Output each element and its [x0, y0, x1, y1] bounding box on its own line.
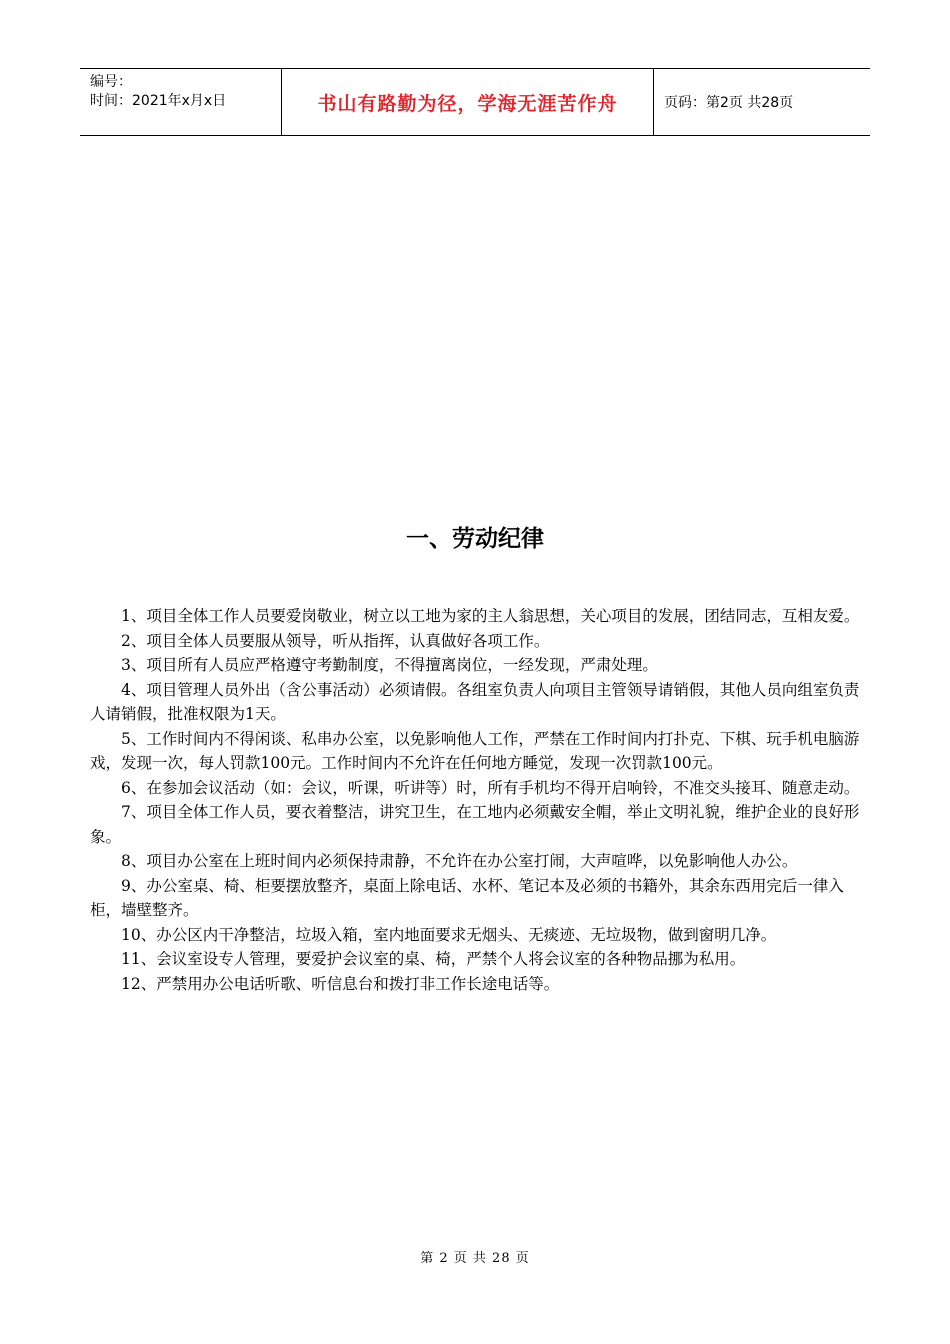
rules-body — [90, 604, 862, 996]
rule-paragraph: 1、项目全体工作人员要爱岗敬业，树立以工地为家的主人翁思想，关心项目的发展，团结同志，互相友爱。 — [121, 607, 860, 625]
header-page-info: 页码：第2页 共28页 — [664, 95, 794, 111]
rule-paragraph: 3、项目所有人员应严格遵守考勤制度，不得擅离岗位，一经发现，严肃处理。 — [121, 656, 658, 674]
header-meta-cell — [80, 69, 282, 135]
rule-paragraph: 2、项目全体人员要服从领导，听从指挥，认真做好各项工作。 — [121, 631, 550, 650]
rule-paragraph: 12、严禁用办公电话听歌、听信息台和拨打非工作长途电话等。 — [121, 974, 560, 993]
rule-paragraph: 11、会议室设专人管理，要爱护会议室的桌、椅，严禁个人将会议室的各种物品挪为私用。 — [121, 950, 746, 968]
rule-paragraph: 6、在参加会议活动（如：会议，听课，听讲等）时，所有手机均不得开启响铃，不准交头接耳、随意走动。 — [121, 778, 860, 797]
header-motto: 书山有路勤为径，学海无涯苦作舟 — [282, 69, 654, 135]
rule-paragraph: 5、工作时间内不得闲谈、私串办公室，以免影响他人工作，严禁在工作时间内打扑克、下棋、玩手机电脑游戏，发现一次，每人罚款100元。工作时间内不允许在任何地方睡觉，发现一次罚款100元。 — [90, 729, 860, 772]
rule-paragraph: 9、办公室桌、椅、柜要摆放整齐，桌面上除电话、水杯、笔记本及必须的书籍外，其余东西用完后一律入柜，墙壁整齐。 — [90, 876, 844, 919]
rule-paragraph: 4、项目管理人员外出（含公事活动）必须请假。各组室负责人向项目主管领导请销假，其他人员向组室负责人请销假，批准权限为1天。 — [90, 680, 860, 723]
rule-paragraph: 7、项目全体工作人员，要衣着整洁，讲究卫生，在工地内必须戴安全帽，举止文明礼貌，维护企业的良好形象。 — [90, 803, 860, 846]
rule-paragraph: 8、项目办公室在上班时间内必须保持肃静，不允许在办公室打闹，大声喧哗，以免影响他人办公。 — [121, 852, 798, 870]
section-title: 一、劳动纪律 — [406, 526, 544, 552]
page-footer: 第 2 页 共 28 页 — [420, 1251, 530, 1266]
document-date-label: 时间：2021年x月x日 — [90, 93, 227, 109]
rule-paragraph: 10、办公区内干净整洁，垃圾入箱，室内地面要求无烟头、无痰迹、无垃圾物，做到窗明几净。 — [121, 925, 777, 944]
document-number-label: 编号： — [90, 74, 132, 90]
page-header — [80, 68, 870, 136]
